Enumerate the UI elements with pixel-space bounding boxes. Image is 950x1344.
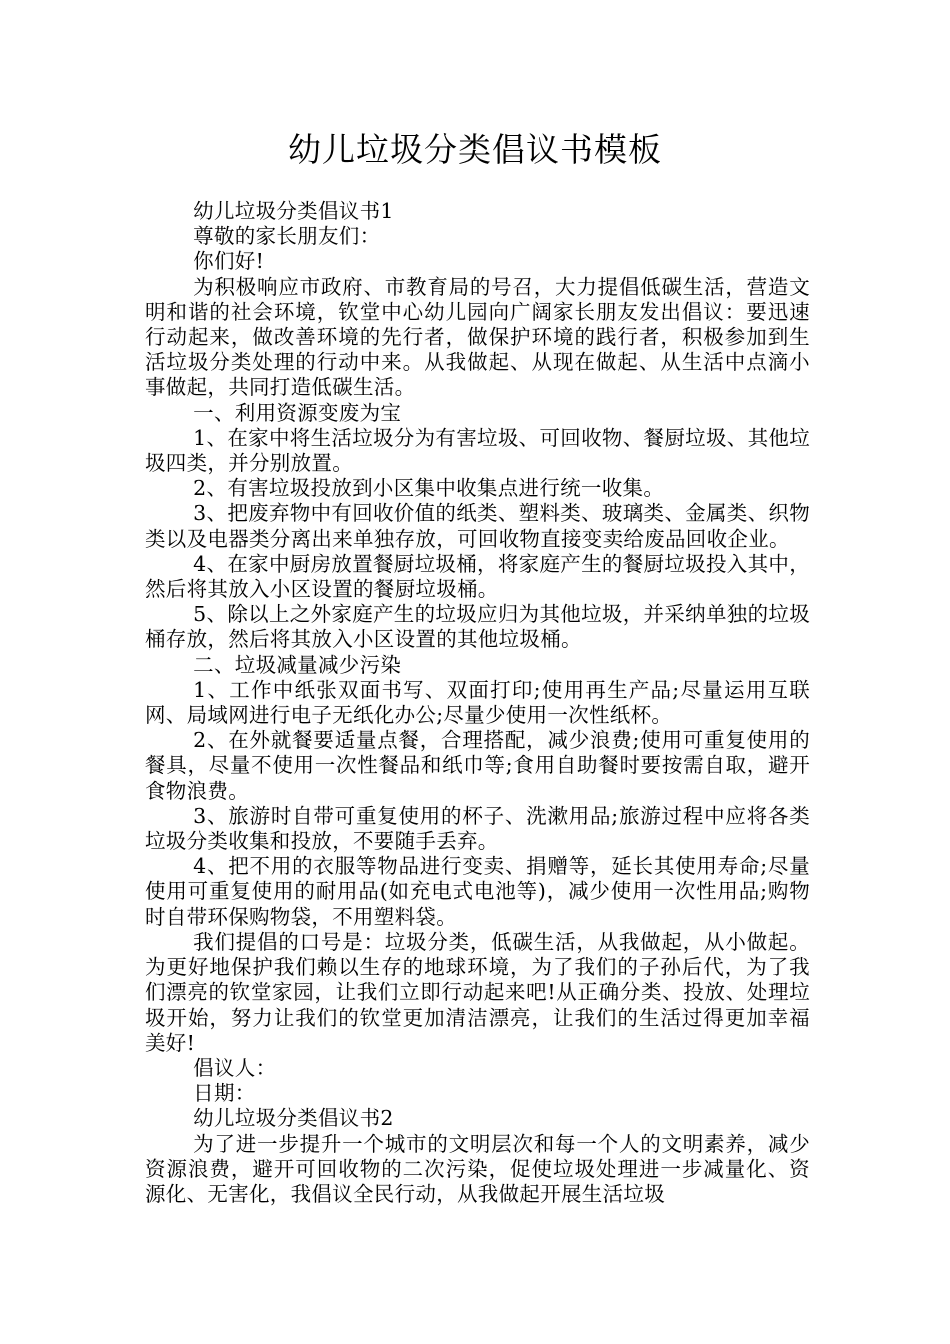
- document-body: [145, 199, 810, 1207]
- list-item: 3、把废弃物中有回收价值的纸类、塑料类、玻璃类、金属类、织物类以及电器类分离出来单独存放，可回收物直接变卖给废品回收企业。: [145, 501, 810, 551]
- salutation: 尊敬的家长朋友们：: [193, 224, 381, 249]
- proposal-2-paragraph: 为了进一步提升一个城市的文明层次和每一个人的文明素养，减少资源浪费，避开可回收物的二次污染，促使垃圾处理进一步减量化、资源化、无害化，我倡议全民行动，从我做起开展生活垃圾: [145, 1131, 810, 1206]
- section-heading-1: 一、利用资源变废为宝: [193, 400, 402, 425]
- list-item: 4、把不用的衣服等物品进行变卖、捐赠等，延长其使用寿命;尽量使用可重复使用的耐用品(如充电式电池等)，减少使用一次性用品;购物时自带环保购物袋，不用塑料袋。: [145, 854, 810, 929]
- list-item: 2、在外就餐要适量点餐，合理搭配，减少浪费;使用可重复使用的餐具，尽量不使用一次性餐品和纸巾等;食用自助餐时要按需自取，避开食物浪费。: [145, 728, 810, 803]
- date-label: 日期：: [193, 1081, 256, 1106]
- list-item: 5、除以上之外家庭产生的垃圾应归为其他垃圾，并采纳单独的垃圾桶存放，然后将其放入小区设置的其他垃圾桶。: [145, 602, 810, 652]
- section-heading-2: 二、垃圾减量减少污染: [193, 652, 402, 677]
- list-item: 4、在家中厨房放置餐厨垃圾桶，将家庭产生的餐厨垃圾投入其中，然后将其放入小区设置的餐厨垃圾桶。: [145, 551, 810, 602]
- proposer-label: 倡议人：: [193, 1055, 277, 1080]
- list-item: 1、工作中纸张双面书写、双面打印;使用再生产品;尽量运用互联网、局域网进行电子无纸化办公;尽量少使用一次性纸杯。: [145, 677, 810, 728]
- slogan-paragraph: 我们提倡的口号是：垃圾分类，低碳生活，从我做起，从小做起。为更好地保护我们赖以生存的地球环境，为了我们的子孙后代，为了我们漂亮的钦堂家园，让我们立即行动起来吧!从正确分类、投放、处理垃圾开始，努力让我们的钦堂更加清洁漂亮，让我们的生活过得更加幸福美好!: [145, 929, 810, 1055]
- list-item: 2、有害垃圾投放到小区集中收集点进行统一收集。: [193, 476, 665, 501]
- greeting: 你们好!: [193, 249, 265, 274]
- list-item: 1、在家中将生活垃圾分为有害垃圾、可回收物、餐厨垃圾、其他垃圾四类，并分别放置。: [145, 425, 810, 476]
- heading-proposal-1: 幼儿垃圾分类倡议书1: [193, 199, 394, 223]
- intro-paragraph: 为积极响应市政府、市教育局的号召，大力提倡低碳生活，营造文明和谐的社会环境，钦堂中心幼儿园向广阔家长朋友发出倡议：要迅速行动起来，做改善环境的先行者，做保护环境的践行者，积极参加到生活垃圾分类处理的行动中来。从我做起、从现在做起、从生活中点滴小事做起，共同打造低碳生活。: [145, 274, 810, 400]
- list-item: 3、旅游时自带可重复使用的杯子、洗漱用品;旅游过程中应将各类垃圾分类收集和投放，不要随手丢弃。: [145, 803, 810, 854]
- document-title: 幼儿垃圾分类倡议书模板: [288, 130, 662, 169]
- heading-proposal-2: 幼儿垃圾分类倡议书2: [193, 1106, 394, 1131]
